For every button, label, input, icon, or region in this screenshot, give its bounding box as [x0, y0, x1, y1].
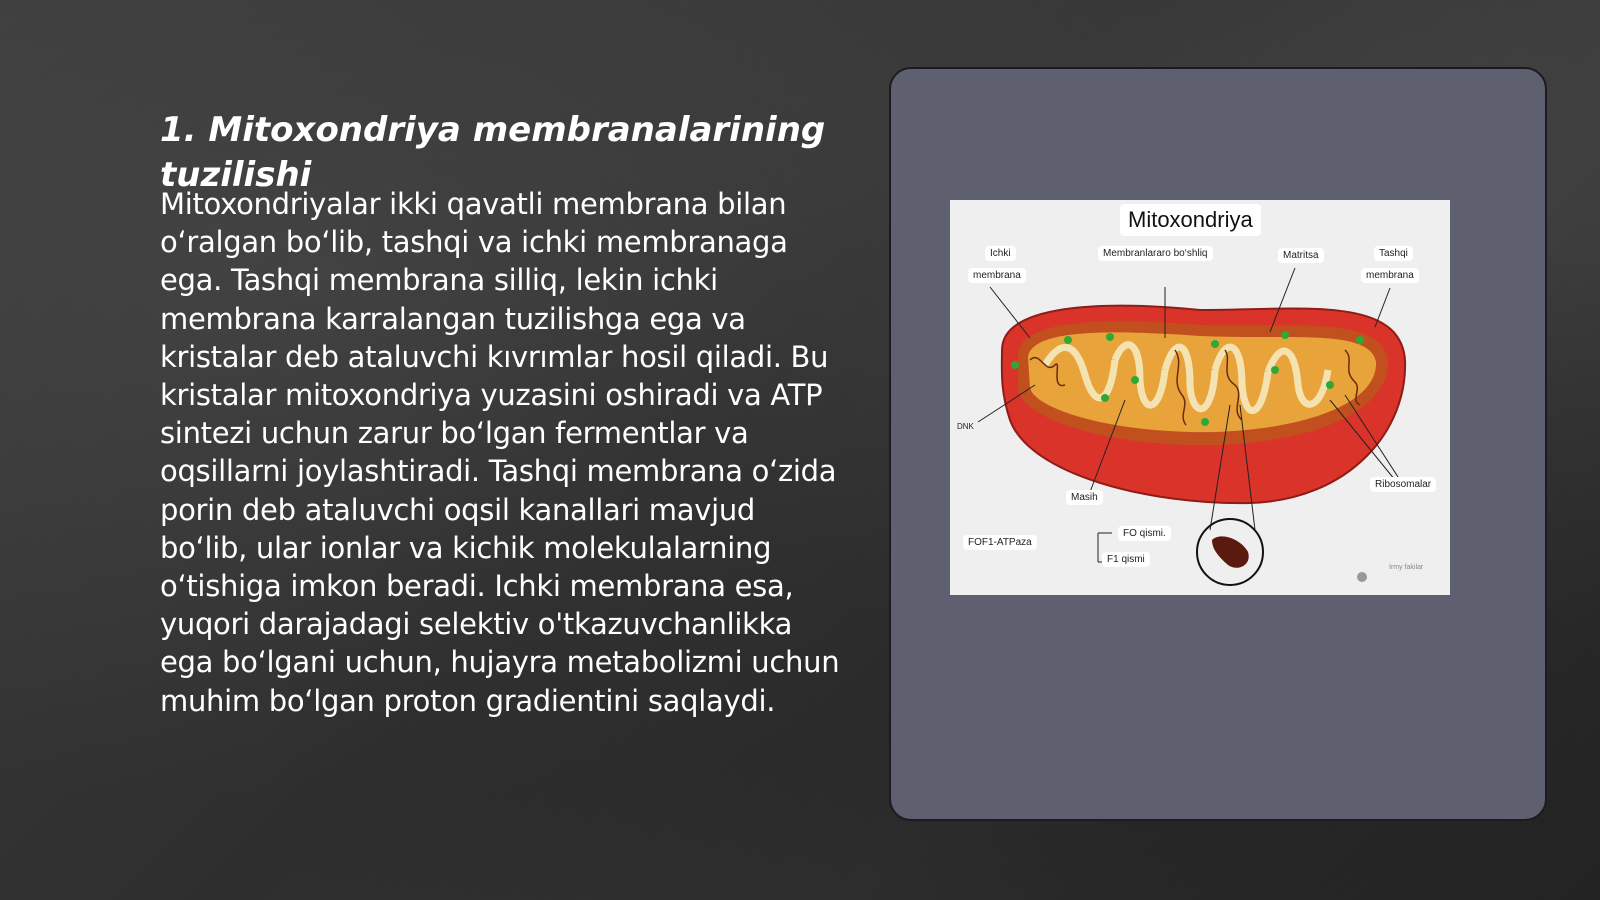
label-masih: Masih — [1066, 490, 1103, 505]
label-tashqi: Tashqi — [1374, 246, 1413, 261]
figure-title: Mitoxondriya — [1120, 204, 1261, 236]
label-fof1-atpaza: FOF1-ATPaza — [963, 535, 1037, 550]
label-f1-qismi: F1 qismi — [1102, 552, 1150, 567]
label-ribosomalar: Ribosomalar — [1370, 477, 1436, 492]
label-credit: Irmy fakilar — [1389, 564, 1424, 571]
label-tashqi-membrana: membrana — [1361, 268, 1419, 283]
label-ichki-membrana: membrana — [968, 268, 1026, 283]
label-ichki: Ichki — [985, 246, 1016, 261]
credit-logo — [1357, 572, 1367, 582]
slide-title: 1. Mitoxondriya membranalarining tuzilishi — [160, 110, 826, 195]
slide-paragraph: Mitoxondriyalar ikki qavatli membrana bilan o‘ralgan bo‘lib, tashqi va ichki membranaga ega. Tashqi membrana silliq, lekin ichki membrana karralangan tuzilishga ega va kristalar deb ataluvchi kıvrımlar hosil qiladi. Bu kristalar mitoxondriya yuzasini oshiradi va ATP sintezi uchun zarur bo‘lgan fermentlar va oqsillarni joylashtiradi. Tashqi membrana o‘zida porin deb ataluvchi oqsil kanallari mavjud bo‘lib, ular ionlar va kichik molekulalarning o‘tishiga imkon beradi. Ichki membrana esa, yuqori darajadagi selektiv o'tkazuvchanlikka ega bo‘lgani uchun, hujayra metabolizmi uchun muhim bo‘lgan proton gradientini saqlaydi. — [160, 187, 840, 718]
label-fo-qismi: FO qismi. — [1118, 526, 1171, 541]
label-membranlararo: Membranlararo bo‘shliq — [1098, 246, 1213, 261]
label-matritsa: Matritsa — [1278, 248, 1324, 263]
mitochondria-figure — [950, 200, 1450, 595]
label-dna: DNK — [957, 422, 974, 431]
atp-synthase-shape — [1212, 536, 1249, 567]
